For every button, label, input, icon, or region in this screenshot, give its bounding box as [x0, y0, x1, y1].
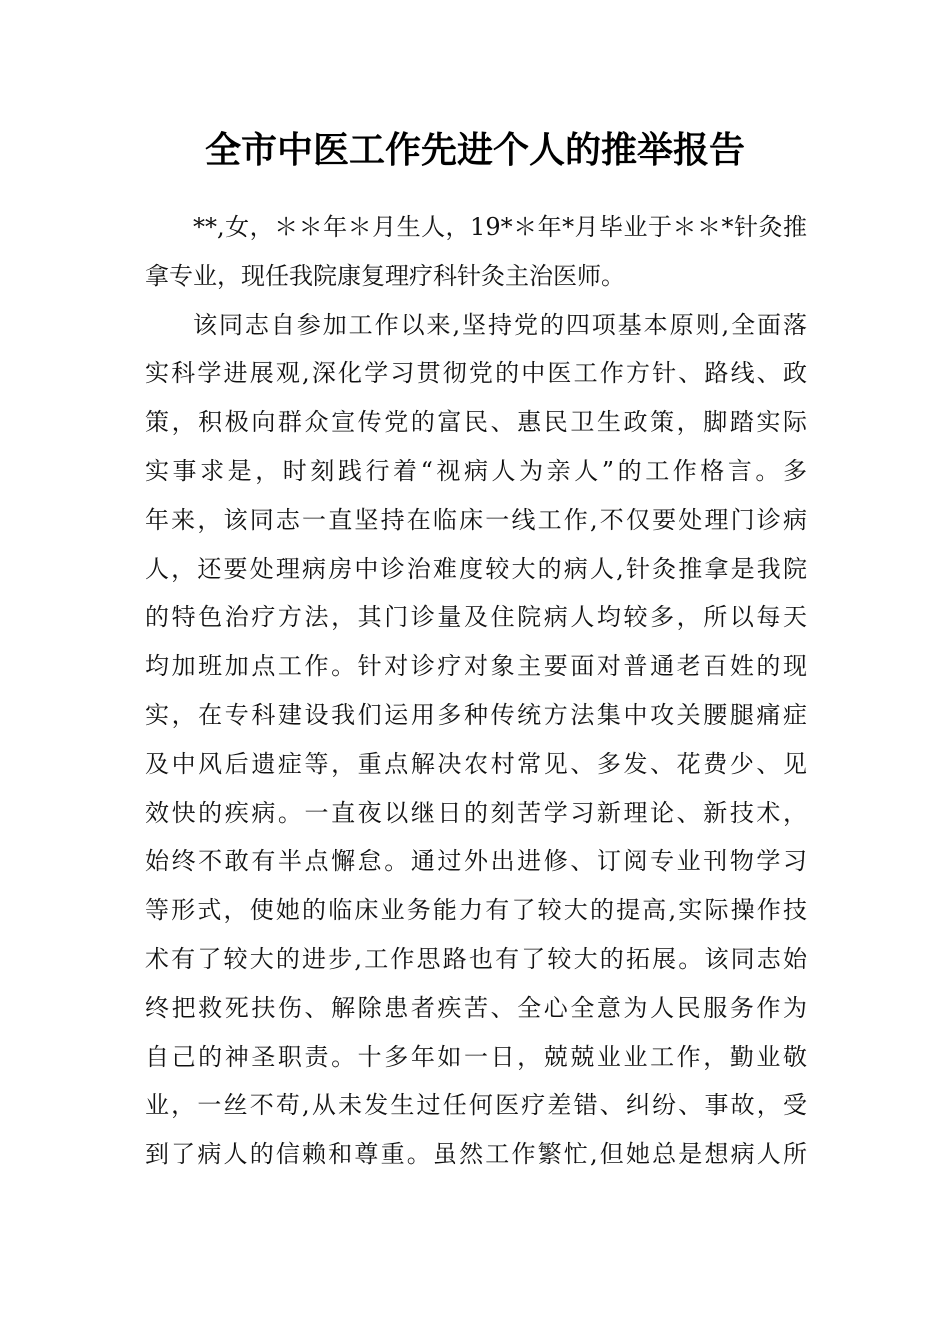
- body-line: 年来，该同志一直坚持在临床一线工作,不仅要处理门诊病: [145, 505, 807, 534]
- body-line: 的特色治疗方法，其门诊量及住院病人均较多，所以每天: [145, 603, 807, 632]
- body-line: 等形式，使她的临床业务能力有了较大的提高,实际操作技: [145, 896, 807, 925]
- body-line: 拿专业，现任我院康复理疗科针灸主治医师。: [145, 261, 625, 290]
- document-title: 全市中医工作先进个人的推举报告: [204, 129, 745, 171]
- body-line: 策，积极向群众宣传党的富民、惠民卫生政策，脚踏实际: [145, 408, 807, 437]
- body-line: 及中风后遗症等，重点解决农村常见、多发、花费少、见: [145, 749, 807, 778]
- body-line: 始终不敢有半点懈怠。通过外出进修、订阅专业刊物学习: [145, 847, 807, 876]
- body-line: 到了病人的信赖和尊重。虽然工作繁忙,但她总是想病人所: [145, 1140, 807, 1169]
- body-line: 术有了较大的进步,工作思路也有了较大的拓展。该同志始: [145, 944, 807, 973]
- document-body: [145, 203, 807, 1179]
- body-line: 该同志自参加工作以来,坚持党的四项基本原则,全面落: [193, 310, 807, 339]
- body-line: 均加班加点工作。针对诊疗对象主要面对普通老百姓的现: [145, 652, 807, 681]
- body-line: 业，一丝不苟,从未发生过任何医疗差错、纠纷、事故，受: [145, 1091, 807, 1120]
- body-line: 终把救死扶伤、解除患者疾苦、全心全意为人民服务作为: [145, 993, 807, 1022]
- body-line: 实科学进展观,深化学习贯彻党的中医工作方针、路线、政: [145, 359, 807, 388]
- body-line: 实事求是，时刻践行着“视病人为亲人”的工作格言。多: [145, 456, 807, 485]
- body-line: 效快的疾病。一直夜以继日的刻苦学习新理论、新技术，: [145, 798, 807, 827]
- body-line: 人，还要处理病房中诊治难度较大的病人,针灸推拿是我院: [145, 554, 807, 583]
- body-line: 实，在专科建设我们运用多种传统方法集中攻关腰腿痛症: [145, 700, 807, 729]
- body-line: 自己的神圣职责。十多年如一日，兢兢业业工作，勤业敬: [145, 1042, 807, 1071]
- body-line: **,女，＊＊年＊月生人，19*＊年*月毕业于＊＊*针灸推: [193, 213, 807, 241]
